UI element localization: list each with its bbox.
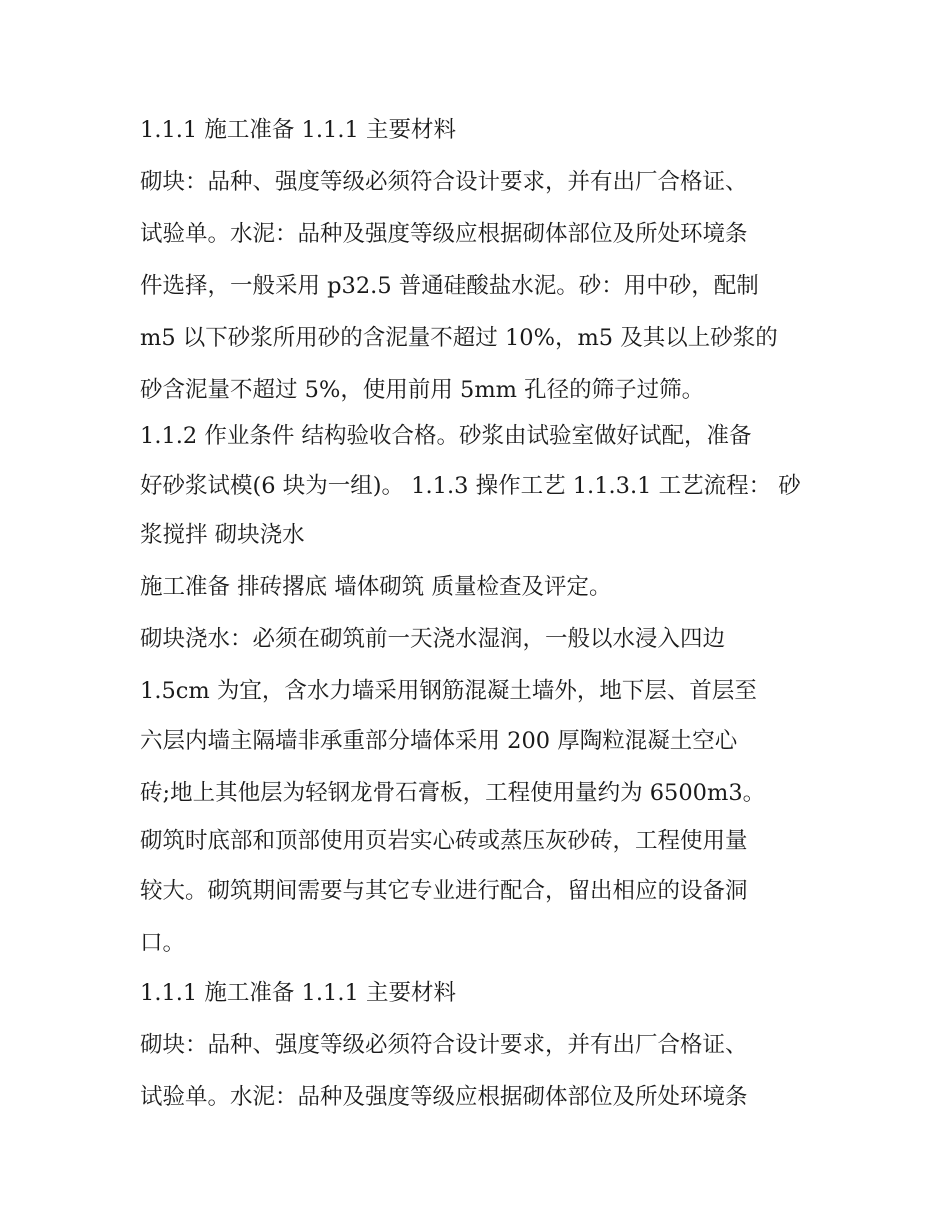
paragraph-line: 试验单。水泥：品种及强度等级应根据砌体部位及所处环境条	[140, 221, 748, 247]
section-heading: 1.1.1 施工准备 1.1.1 主要材料	[140, 117, 456, 143]
paragraph-line: 砌块：品种、强度等级必须符合设计要求，并有出厂合格证、	[140, 169, 748, 195]
paragraph-line: 六层内墙主隔墙非承重部分墙体采用 200 厚陶粒混凝土空心	[140, 728, 738, 754]
paragraph-line: 砂含泥量不超过 5%，使用前用 5mm 孔径的筛子过筛。	[140, 377, 705, 403]
paragraph-line: 1.1.2 作业条件 结构验收合格。砂浆由试验室做好试配，准备	[140, 423, 752, 449]
paragraph-line: 1.5cm 为宜，含水力墙采用钢筋混凝土墙外，地下层、首层至	[140, 678, 757, 704]
paragraph-line: 件选择，一般采用 p32.5 普通硅酸盐水泥。砂：用中砂，配制	[140, 273, 759, 299]
paragraph-line: 砌块：品种、强度等级必须符合设计要求，并有出厂合格证、	[140, 1032, 748, 1058]
paragraph-line: 砌块浇水：必须在砌筑前一天浇水湿润，一般以水浸入四边	[140, 626, 726, 652]
paragraph-line: 口。	[140, 930, 186, 956]
paragraph-line: 试验单。水泥：品种及强度等级应根据砌体部位及所处环境条	[140, 1084, 748, 1110]
section-heading: 1.1.1 施工准备 1.1.1 主要材料	[140, 980, 456, 1006]
paragraph-line: 较大。砌筑期间需要与其它专业进行配合，留出相应的设备洞	[140, 878, 748, 904]
paragraph-line: 浆搅拌 砌块浇水	[140, 522, 305, 548]
paragraph-line: 砌筑时底部和顶部使用页岩实心砖或蒸压灰砂砖，工程使用量	[140, 828, 748, 854]
paragraph-line: m5 以下砂浆所用砂的含泥量不超过 10%，m5 及其以上砂浆的	[140, 325, 778, 351]
paragraph-line: 施工准备 排砖撂底 墙体砌筑 质量检查及评定。	[140, 574, 612, 600]
paragraph-line: 砖;地上其他层为轻钢龙骨石膏板，工程使用量约为 6500m3。	[140, 780, 766, 806]
paragraph-line: 好砂浆试模(6 块为一组)。 1.1.3 操作工艺 1.1.3.1 工艺流程： 砂	[140, 473, 801, 499]
